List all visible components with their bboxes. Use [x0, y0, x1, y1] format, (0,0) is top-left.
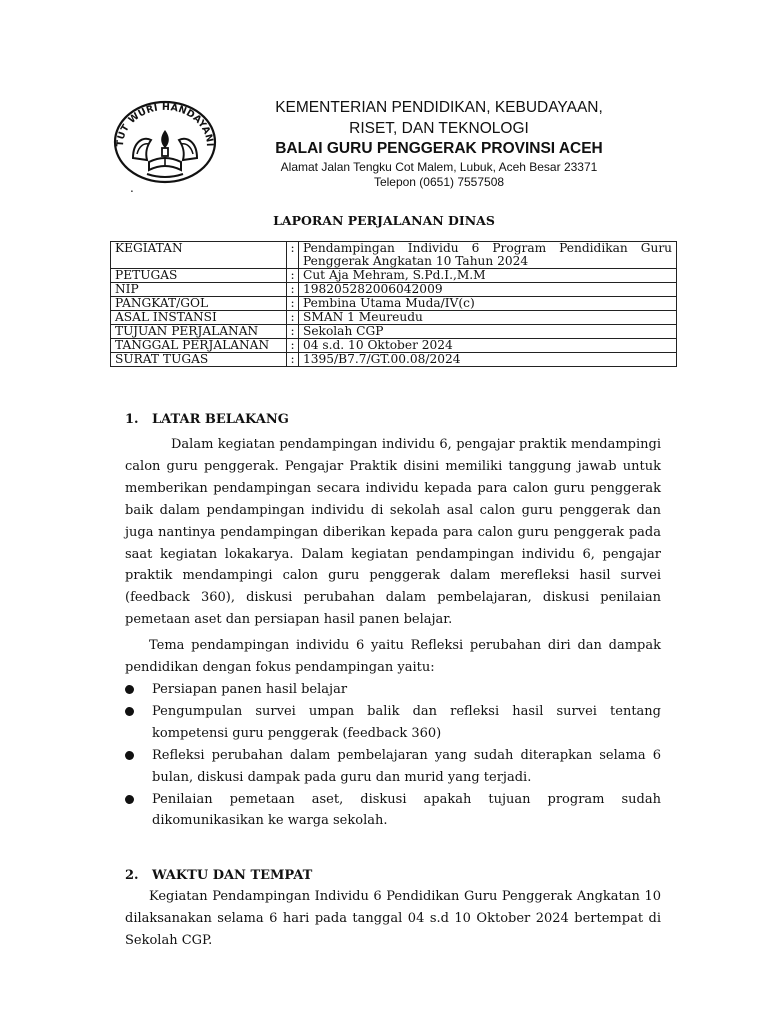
section2-number: 2.: [125, 868, 139, 884]
section1-paragraph2: Tema pendampingan individu 6 yaitu Refleksi perubahan diri dan dampak pendidikan dengan fokus pendampingan yaitu:: [125, 638, 661, 676]
row-label-asal-instansi: ASAL INSTANSI: [111, 311, 287, 325]
row-label-petugas: PETUGAS: [111, 269, 287, 283]
row-separator: :: [287, 339, 299, 353]
office-name: BALAI GURU PENGGERAK PROVINSI ACEH: [275, 140, 603, 157]
report-body: [125, 410, 661, 952]
section1-heading: [125, 410, 661, 430]
document-title: LAPORAN PERJALANAN DINAS: [273, 213, 495, 228]
row-separator: :: [287, 242, 299, 269]
section2-paragraph1: Kegiatan Pendampingan Individu 6 Pendidikan Guru Penggerak Angkatan 10 dilaksanakan selama 6 hari pada tanggal 04 s.d 10 Oktober 2024 bertempat di Sekolah CGP.: [125, 889, 661, 949]
section1-paragraph1: Dalam kegiatan pendampingan individu 6, pengajar praktik mendampingi calon guru penggerak. Pengajar Praktik disini memiliki tanggung jawab untuk memberikan pendampingan secara individu kepada para calon guru penggerak baik dalam pendampingan individu di sekolah asal calon guru penggerak dan juga nantinya pendampingan diberikan kepada para calon guru penggerak pada saat kegiatan lokakarya. Dalam kegiatan pendampingan individu 6, pengajar praktik mendampingi calon guru penggerak dalam merefleksi hasil survei (feedback 360), diskusi perubahan dalam pembelajaran, diskusi penilaian pemetaan aset dan persiapan hasil panen belajar.: [125, 437, 661, 628]
section2-heading: [125, 866, 661, 886]
row-value-surat-tugas: 1395/B7.7/GT.00.08/2024: [299, 353, 677, 367]
ministry-name-line2: RISET, DAN TEKNOLOGI: [349, 120, 529, 137]
row-value-kegiatan: Pendampingan Individu 6 Program Pendidikan Guru Penggerak Angkatan 10 Tahun 2024: [299, 242, 677, 269]
row-value-nip: 198205282006042009: [299, 283, 677, 297]
table-row: [111, 325, 677, 339]
row-value-asal-instansi: SMAN 1 Meureudu: [299, 311, 677, 325]
table-row: [111, 311, 677, 325]
section1-number: 1.: [125, 412, 139, 427]
table-row: [111, 297, 677, 311]
logo-text: TUT WURI HANDAYANI: [114, 101, 216, 148]
row-value-tanggal: 04 s.d. 10 Oktober 2024: [299, 339, 677, 353]
row-separator: :: [287, 297, 299, 311]
logo-dot: .: [130, 181, 134, 195]
row-separator: :: [287, 269, 299, 283]
row-value-tujuan: Sekolah CGP: [299, 325, 677, 339]
row-label-pangkat: PANGKAT/GOL: [111, 297, 287, 311]
focus-list: [125, 679, 661, 832]
row-label-kegiatan: KEGIATAN: [111, 242, 287, 269]
row-label-nip: NIP: [111, 283, 287, 297]
row-value-pangkat: Pembina Utama Muda/IV(c): [299, 297, 677, 311]
row-label-surat-tugas: SURAT TUGAS: [111, 353, 287, 367]
row-separator: :: [287, 325, 299, 339]
table-row: [111, 283, 677, 297]
row-value-petugas: Cut Aja Mehram, S.Pd.I.,M.M: [299, 269, 677, 283]
list-item: Persiapan panen hasil belajar: [125, 679, 661, 701]
tut-wuri-handayani-logo: [111, 96, 219, 184]
table-row: [111, 353, 677, 367]
ministry-name-line1: KEMENTERIAN PENDIDIKAN, KEBUDAYAAN,: [275, 99, 603, 116]
row-separator: :: [287, 283, 299, 297]
row-separator: :: [287, 311, 299, 325]
table-row: [111, 242, 677, 269]
section2-title: WAKTU DAN TEMPAT: [152, 868, 313, 884]
list-item: Penilaian pemetaan aset, diskusi apakah tujuan program sudah dikomunikasikan ke warga sekolah.: [125, 789, 661, 833]
row-label-tanggal: TANGGAL PERJALANAN: [111, 339, 287, 353]
list-item: Refleksi perubahan dalam pembelajaran yang sudah diterapkan selama 6 bulan, diskusi dampak pada guru dan murid yang terjadi.: [125, 745, 661, 789]
trip-info-table: [110, 241, 677, 367]
row-separator: :: [287, 353, 299, 367]
section1-title: LATAR BELAKANG: [152, 412, 289, 427]
table-row: [111, 339, 677, 353]
office-address: Alamat Jalan Tengku Cot Malem, Lubuk, Aceh Besar 23371: [280, 160, 598, 174]
row-label-tujuan: TUJUAN PERJALANAN: [111, 325, 287, 339]
list-item: Pengumpulan survei umpan balik dan refleksi hasil survei tentang kompetensi guru penggerak (feedback 360): [125, 701, 661, 745]
office-phone: Telepon (0651) 7557508: [373, 175, 505, 189]
table-row: [111, 269, 677, 283]
